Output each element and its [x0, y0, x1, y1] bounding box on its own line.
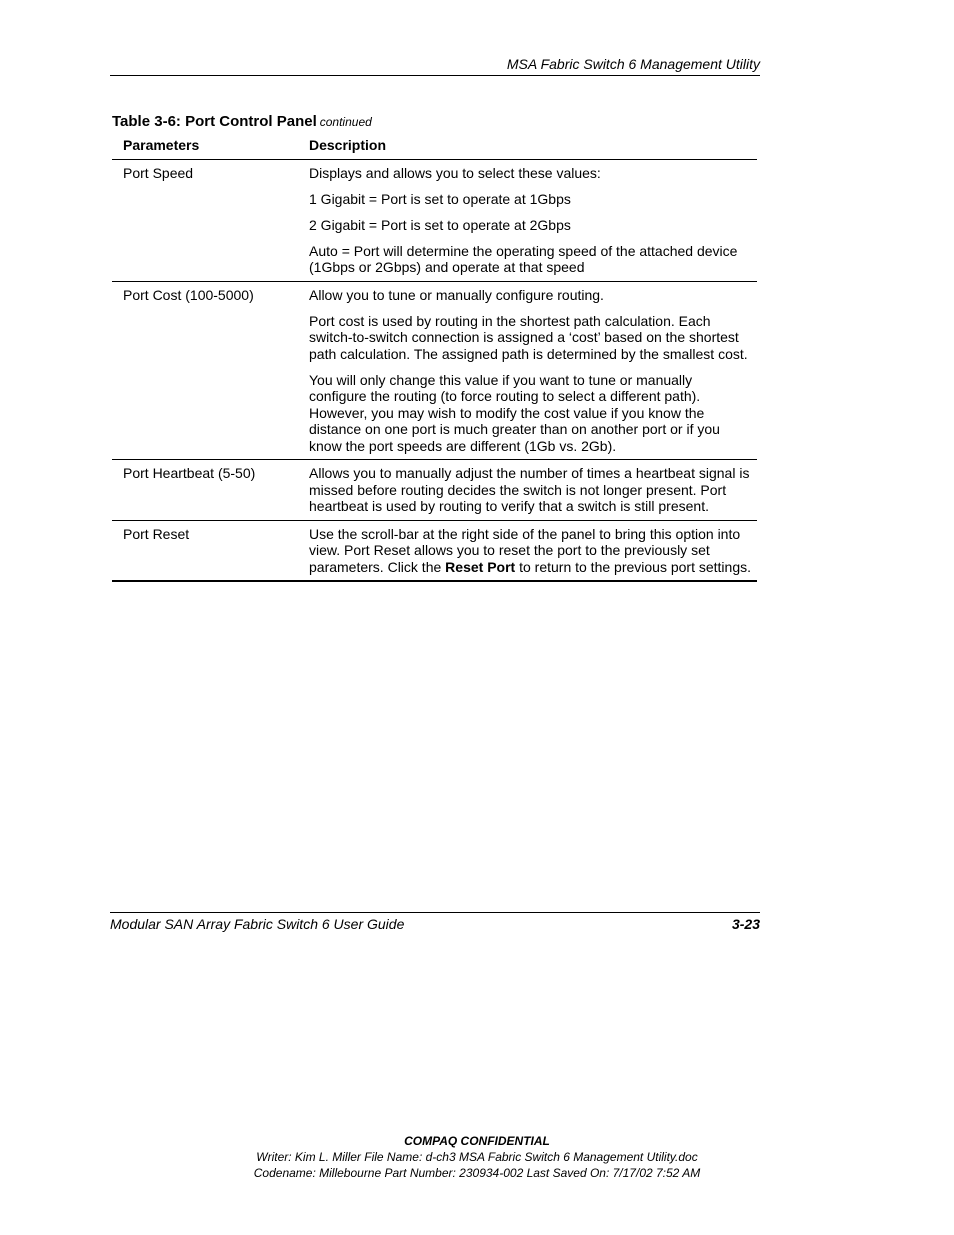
- parameter-cell: Port Heartbeat (5-50): [112, 460, 298, 521]
- table-row: [112, 460, 757, 521]
- running-footer: [110, 912, 760, 933]
- description-cell: [298, 460, 757, 521]
- port-control-panel-table: [112, 134, 757, 582]
- description-text: to return to the previous port settings.: [515, 558, 751, 575]
- parameter-cell: Port Speed: [112, 159, 298, 281]
- table-row: [112, 281, 757, 460]
- description-paragraph: [309, 526, 751, 576]
- table-caption-continued: continued: [319, 115, 372, 129]
- running-header-title: MSA Fabric Switch 6 Management Utility: [506, 56, 760, 72]
- description-paragraph: Port cost is used by routing in the shortest path calculation. Each switch-to-switch connection is assigned a ‘cost’ based on the shortest path calculation. The assigned path is determined by the smallest cost.: [309, 312, 748, 362]
- footer-guide-title: Modular SAN Array Fabric Switch 6 User Guide: [110, 916, 405, 932]
- description-paragraph: 2 Gigabit = Port is set to operate at 2Gbps: [309, 216, 571, 233]
- description-cell: [298, 159, 757, 281]
- table-row: [112, 159, 757, 281]
- confidential-title: COMPAQ CONFIDENTIAL: [404, 1134, 550, 1148]
- description-paragraph: Displays and allows you to select these values:: [309, 164, 601, 181]
- description-text: Use the scroll-bar at the right side of the panel to bring this option into view. Port Reset allows you to reset the port to the previously set parameters. Click the: [309, 525, 741, 575]
- parameter-cell: Port Reset: [112, 520, 298, 581]
- table-caption-title: Table 3-6: Port Control Panel: [112, 113, 317, 130]
- confidential-notice: [0, 1133, 954, 1181]
- description-paragraph: Allow you to tune or manually configure routing.: [309, 286, 604, 303]
- description-paragraph: 1 Gigabit = Port is set to operate at 1Gbps: [309, 190, 571, 207]
- table-header-row: [112, 134, 757, 159]
- description-paragraph: Auto = Port will determine the operating speed of the attached device (1Gbps or 2Gbps) and operate at that speed: [309, 242, 738, 275]
- column-header-description: Description: [298, 134, 757, 159]
- table-caption: [112, 112, 372, 132]
- description-cell: [298, 281, 757, 460]
- reset-port-emphasis: Reset Port: [445, 558, 516, 575]
- column-header-parameters: Parameters: [112, 134, 298, 159]
- description-paragraph: Allows you to manually adjust the number of times a heartbeat signal is missed before routing decides the switch is not longer present. Port heartbeat is used by routing to verify that a switch is still present.: [309, 465, 750, 514]
- table-row: [112, 520, 757, 581]
- description-cell: [298, 520, 757, 581]
- page-number: 3-23: [731, 916, 760, 932]
- description-paragraph: You will only change this value if you want to tune or manually configure the routing (to force routing to select a different path). However, you may wish to modify the cost value if you know the distance on one port is much greater than on another port or if you know the port speeds are different (1Gb vs. 2Gb).: [309, 371, 720, 454]
- running-header: [110, 55, 760, 76]
- parameter-cell: Port Cost (100-5000): [112, 281, 298, 460]
- confidential-writer-line: Writer: Kim L. Miller File Name: d-ch3 MSA Fabric Switch 6 Management Utility.doc: [256, 1150, 698, 1164]
- confidential-codename-line: Codename: Millebourne Part Number: 230934-002 Last Saved On: 7/17/02 7:52 AM: [253, 1166, 701, 1180]
